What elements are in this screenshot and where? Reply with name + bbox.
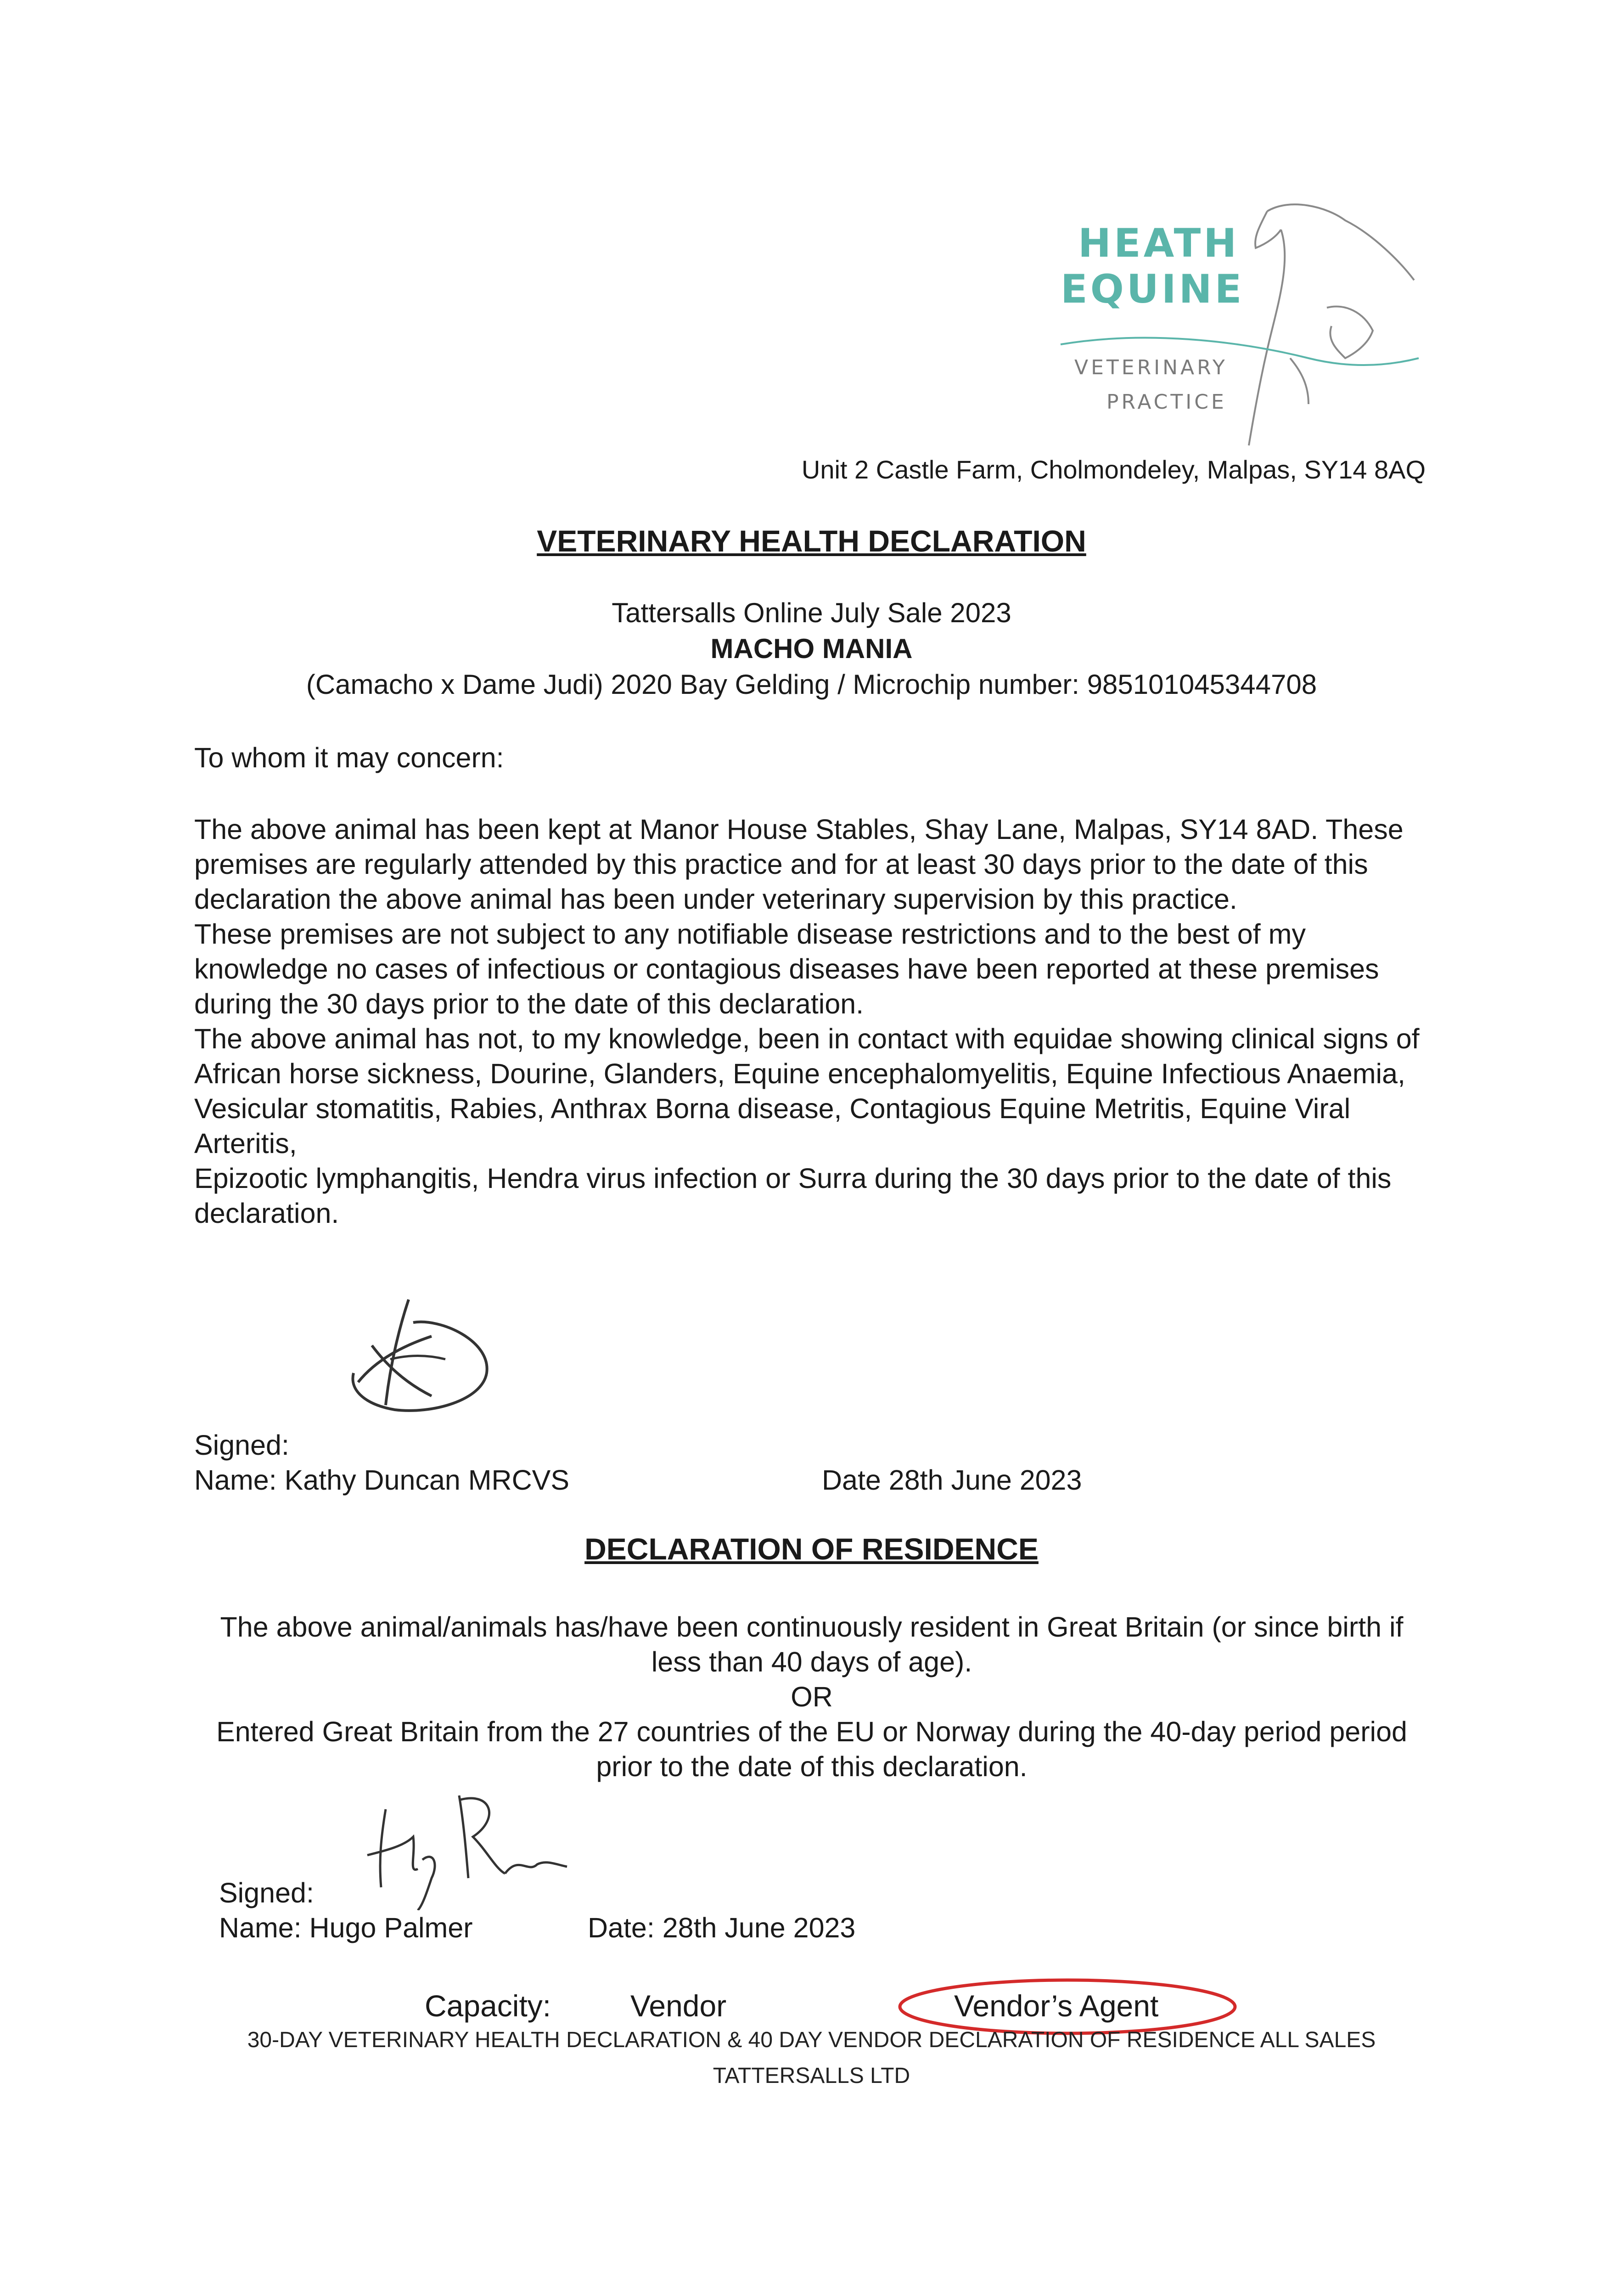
footer-line-1: 30-DAY VETERINARY HEALTH DECLARATION & 40 DAY VENDOR DECLARATION OF RESIDENCE ALL SALES: [247, 2028, 1376, 2052]
residence-statement-2: Entered Great Britain from the 27 countries of the EU or Norway during the 40-day period period prior to the date of this declaration.: [216, 1716, 1407, 1782]
logo-word-veterinary: VETERINARY: [1074, 356, 1228, 379]
salutation: To whom it may concern:: [194, 742, 504, 773]
paragraph-premises: The above animal has been kept at Manor House Stables, Shay Lane, Malpas, SY14 8AD. These premises are regularly attended by this practice and for at least 30 days prior to the date of this declaration the above animal has been under veterinary supervision by this practice.: [194, 814, 1404, 915]
footer-line-2: TATTERSALLS LTD: [713, 2064, 910, 2088]
logo-word-equine: EQUINE: [1061, 266, 1245, 312]
vet-date: Date 28th June 2023: [822, 1464, 1082, 1496]
capacity-option-vendor: Vendor: [630, 1989, 727, 2023]
vendor-date: Date: 28th June 2023: [588, 1912, 856, 1943]
vet-signature: [340, 1290, 505, 1419]
horse-name: MACHO MANIA: [710, 633, 913, 664]
residence-or: OR: [791, 1681, 833, 1712]
practice-address: Unit 2 Castle Farm, Cholmondeley, Malpas, SY14 8AQ: [801, 455, 1426, 484]
residence-declaration-title: DECLARATION OF RESIDENCE: [584, 1532, 1039, 1566]
vet-signed-label: Signed:: [194, 1429, 289, 1461]
paragraph-restrictions: These premises are not subject to any notifiable disease restrictions and to the best of my knowledge no cases of infectious or contagious diseases have been reported at these premises during the 30 days prior to the date of this declaration.: [194, 918, 1379, 1019]
declaration-body: [194, 812, 1434, 1231]
sale-name: Tattersalls Online July Sale 2023: [612, 597, 1011, 628]
vendor-signature: [354, 1782, 569, 1910]
residence-statement-1: The above animal/animals has/have been continuously resident in Great Britain (or since birth if less than 40 days of age).: [220, 1611, 1404, 1677]
horse-breeding: (Camacho x Dame Judi) 2020 Bay Gelding / Microchip number: 985101045344708: [306, 669, 1317, 700]
logo-word-heath: HEATH: [1078, 220, 1240, 266]
vendor-name: Name: Hugo Palmer: [219, 1912, 473, 1943]
vendor-signed-label: Signed:: [219, 1877, 314, 1908]
capacity-option-agent: Vendor’s Agent: [954, 1989, 1159, 2023]
logo-word-practice: PRACTICE: [1106, 390, 1227, 414]
health-declaration-title: VETERINARY HEALTH DECLARATION: [537, 524, 1086, 558]
paragraph-contact: The above animal has not, to my knowledge, been in contact with equidae showing clinical signs of African horse sickness, Dourine, Glanders, Equine encephalomyelitis, Equine Infectious Anaemia, Vesicular stomatitis, Rabies, Anthrax Borna disease, Contagious Equine Metritis, Equine Viral Arteritis,: [194, 1023, 1420, 1159]
practice-logo: [1051, 193, 1428, 455]
capacity-label: Capacity:: [425, 1989, 551, 2023]
paragraph-epizootic: Epizootic lymphangitis, Hendra virus infection or Surra during the 30 days prior to the date of this declaration.: [194, 1163, 1392, 1229]
vet-name: Name: Kathy Duncan MRCVS: [194, 1464, 570, 1496]
